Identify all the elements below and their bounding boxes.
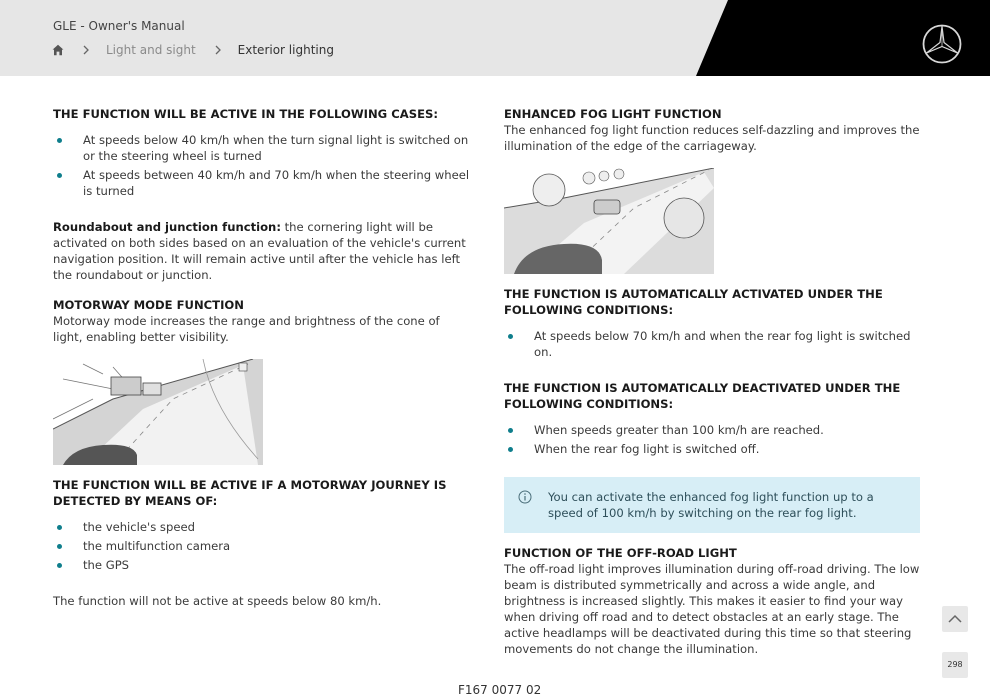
list-item: When the rear fog light is switched off. [504, 441, 920, 457]
bullet-icon [57, 544, 62, 549]
info-text: You can activate the enhanced fog light function up to a speed of 100 km/h by switching on the rear fog light. [548, 490, 874, 520]
list-item: At speeds below 70 km/h and when the rear fog light is switched on. [504, 328, 920, 360]
chevron-up-icon [942, 606, 968, 632]
page-number: 298 [942, 652, 968, 678]
motorway-illustration [53, 359, 263, 465]
fog-text: The enhanced fog light function reduces self-dazzling and improves the illumination of the edge of the carriageway. [504, 123, 920, 153]
info-box [504, 477, 920, 533]
scroll-to-top-button[interactable] [942, 606, 968, 632]
left-column [53, 106, 471, 609]
list-item: At speeds between 40 km/h and 70 km/h when the steering wheel is turned [53, 167, 471, 199]
bullet-icon [508, 428, 513, 433]
figure-code: F167 0077 02 [458, 683, 542, 697]
roundabout-label: Roundabout and junction function: [53, 220, 281, 234]
motorway-detect-heading: THE FUNCTION WILL BE ACTIVE IF A MOTORWAY JOURNEY IS DETECTED BY MEANS OF: [53, 478, 447, 508]
list-item: the GPS [53, 557, 471, 573]
motorway-detect-list [53, 519, 471, 573]
offroad-text: The off-road light improves illumination during off-road driving. The low beam is distributed symmetrically and across a wide angle, and brightness is increased slightly. This makes it easier to find your way when driving off road and to detect obstacles at an early stage. The active headlamps will be deactivated during this time so that steering movements do not change the illumination. [504, 562, 920, 656]
roundabout-text: the cornering light will be activated on both sides based on an evaluation of the vehicle's current navigation position. It will remain active until after the vehicle has left the roundabout or junction. [53, 220, 466, 282]
bullet-icon [57, 173, 62, 178]
info-icon [518, 490, 532, 504]
mercedes-star-logo[interactable] [921, 23, 963, 65]
offroad-heading: FUNCTION OF THE OFF-ROAD LIGHT [504, 546, 737, 560]
auto-off-list [504, 422, 920, 457]
right-column [504, 106, 920, 657]
breadcrumb-item-light-and-sight[interactable]: Light and sight [106, 43, 196, 57]
list-item: the multifunction camera [53, 538, 471, 554]
chevron-right-icon [214, 45, 222, 55]
active-cases-list [53, 132, 471, 199]
not-active-text: The function will not be active at speeds below 80 km/h. [53, 594, 382, 608]
bullet-icon [57, 563, 62, 568]
bullet-icon [57, 138, 62, 143]
bullet-icon [508, 334, 513, 339]
bullet-icon [57, 525, 62, 530]
list-item: At speeds below 40 km/h when the turn signal light is switched on or the steering wheel is turned [53, 132, 471, 164]
list-item: the vehicle's speed [53, 519, 471, 535]
list-item: When speeds greater than 100 km/h are reached. [504, 422, 920, 438]
auto-on-list [504, 328, 920, 360]
fog-light-illustration [504, 168, 714, 274]
active-cases-heading: THE FUNCTION WILL BE ACTIVE IN THE FOLLOWING CASES: [53, 107, 438, 121]
roundabout-paragraph [53, 219, 471, 283]
motorway-text: Motorway mode increases the range and brightness of the cone of light, enabling better visibility. [53, 314, 440, 344]
bullet-icon [508, 447, 513, 452]
breadcrumb [52, 42, 334, 58]
fog-heading: ENHANCED FOG LIGHT FUNCTION [504, 107, 722, 121]
home-icon[interactable] [52, 44, 64, 56]
chevron-right-icon [82, 45, 90, 55]
auto-off-heading: THE FUNCTION IS AUTOMATICALLY DEACTIVATED UNDER THE FOLLOWING CONDITIONS: [504, 381, 901, 411]
manual-title: GLE - Owner's Manual [53, 19, 185, 33]
breadcrumb-item-exterior-lighting: Exterior lighting [237, 43, 334, 57]
auto-on-heading: THE FUNCTION IS AUTOMATICALLY ACTIVATED UNDER THE FOLLOWING CONDITIONS: [504, 287, 883, 317]
motorway-heading: MOTORWAY MODE FUNCTION [53, 298, 244, 312]
